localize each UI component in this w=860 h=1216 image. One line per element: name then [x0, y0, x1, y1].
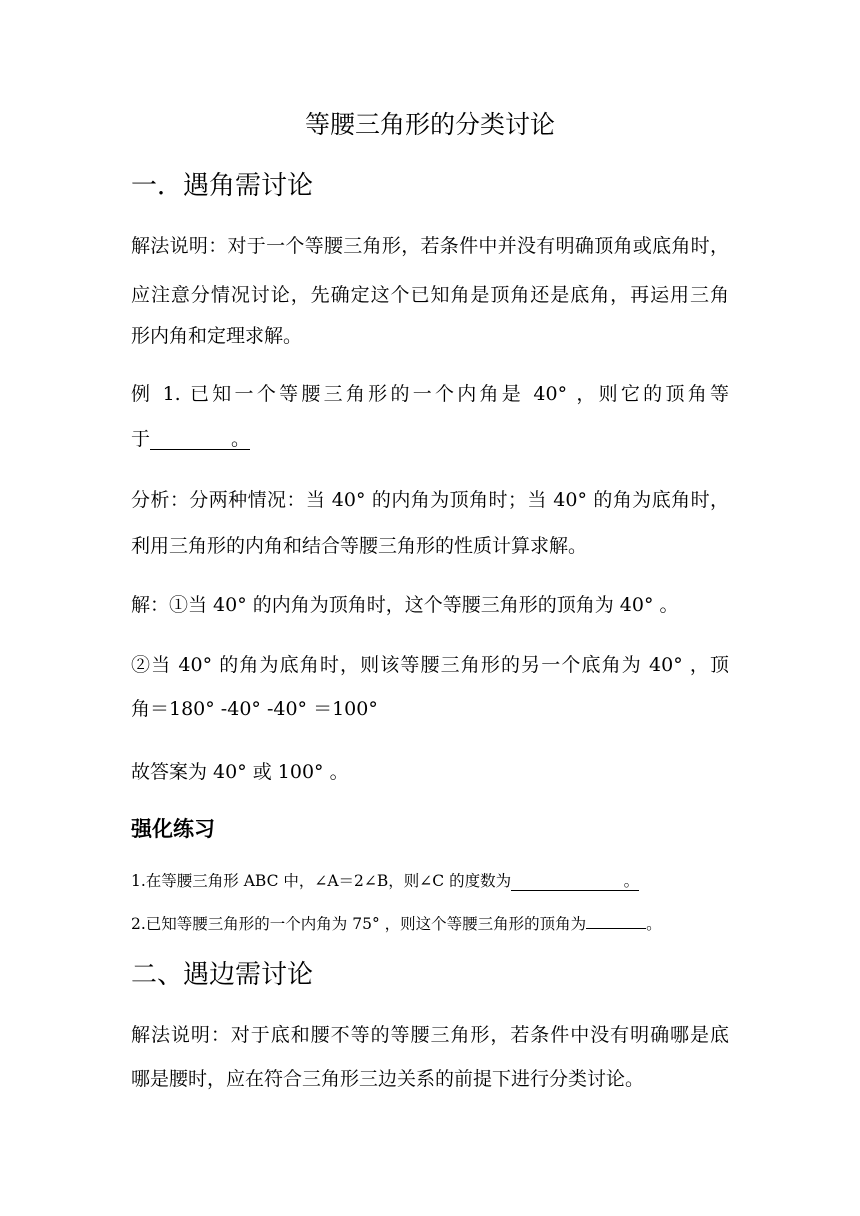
- practice-heading: 强化练习: [131, 817, 215, 841]
- page-title: 等腰三角形的分类讨论: [304, 110, 555, 139]
- answer-line: 故答案为 40° 或 100° 。: [131, 761, 349, 783]
- practice-question-2-text: 2.已知等腰三角形的一个内角为 75° ，则这个等腰三角形的顶角为: [131, 915, 587, 933]
- example-1-line-2: [131, 430, 250, 450]
- solution-line-2: ②当 40° 的角为底角时，则该等腰三角形的另一个底角为 40° ，顶: [131, 654, 729, 676]
- section1-heading: 一．遇角需讨论: [131, 171, 314, 201]
- analysis-line-2: 利用三角形的内角和结合等腰三角形的性质计算求解。: [131, 535, 588, 557]
- section1-method-line-1: 解法说明：对于一个等腰三角形，若条件中并没有明确顶角或底角时，: [131, 235, 729, 257]
- analysis-line-1: 分析：分两种情况：当 40° 的内角为顶角时；当 40° 的角为底角时，: [131, 489, 729, 511]
- section1-method-line-2: 应注意分情况讨论，先确定这个已知角是顶角还是底角，再运用三角: [131, 284, 729, 306]
- section2-method-line-2: 哪是腰时，应在符合三角形三边关系的前提下进行分类讨论。: [131, 1068, 645, 1090]
- section1-method-line-3: 形内角和定理求解。: [131, 325, 303, 347]
- practice-question-2: [131, 917, 662, 933]
- practice-question-1: [131, 874, 639, 891]
- example-1-prefix: 于: [131, 428, 151, 450]
- practice-question-1-blank: 。: [511, 874, 639, 891]
- example-1-answer-blank: 。: [150, 430, 250, 450]
- solution-line-3: 角＝180° -40° -40° ＝100°: [131, 698, 378, 720]
- solution-line-1: 解：①当 40° 的内角为顶角时，这个等腰三角形的顶角为 40° 。: [131, 594, 679, 616]
- practice-question-2-blank: [586, 928, 646, 929]
- practice-question-1-text: 1.在等腰三角形 ABC 中，∠A＝2∠B，则∠C 的度数为: [131, 872, 512, 890]
- example-1-line-1: 例 1. 已知一个等腰三角形的一个内角是 40° ，则它的顶角等: [131, 383, 729, 405]
- section2-heading: 二、遇边需讨论: [131, 960, 314, 990]
- section2-method-line-1: 解法说明：对于底和腰不等的等腰三角形，若条件中没有明确哪是底: [131, 1024, 729, 1046]
- practice-question-2-end: 。: [646, 915, 662, 933]
